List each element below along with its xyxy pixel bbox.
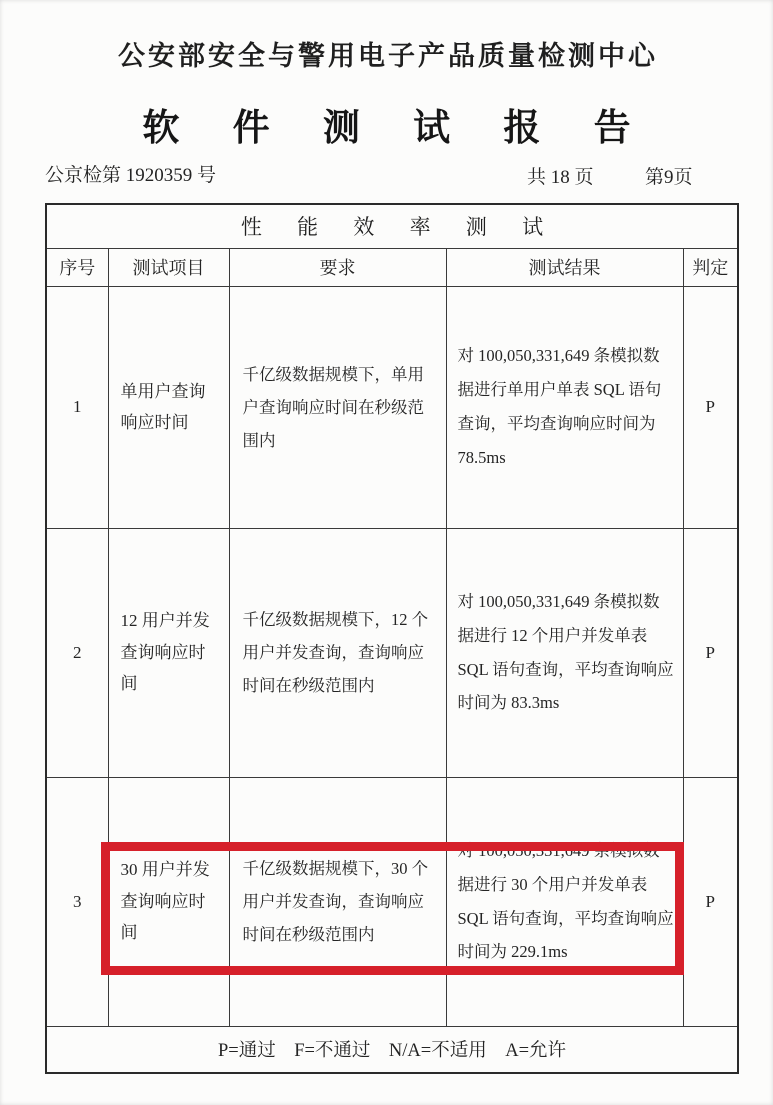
- cell-seq: 2: [46, 528, 108, 777]
- cell-item: 30 用户并发查询响应时间: [108, 777, 229, 1026]
- table-row: [46, 528, 738, 777]
- cell-seq: 3: [46, 777, 108, 1026]
- report-title: 软 件 测 试 报 告: [142, 108, 653, 149]
- cell-item: 单用户查询 响应时间: [108, 286, 229, 528]
- current-page: 第9页: [645, 167, 693, 188]
- column-header-requirement: 要求: [229, 248, 446, 286]
- legend-row: [46, 1026, 738, 1073]
- table-row-highlighted: [46, 777, 738, 1026]
- table-section-row: [46, 204, 738, 248]
- cell-result: 对 100,050,331,649 条模拟数据进行 12 个用户并发单表 SQL 语句查询，平均查询响应时间为 83.3ms: [446, 528, 683, 777]
- cell-requirement: 千亿级数据规模下，12 个用户并发查询，查询响应时间在秒级范围内: [229, 528, 446, 777]
- cell-verdict: P: [683, 528, 738, 777]
- column-header-verdict: 判定: [683, 248, 738, 286]
- cell-verdict: P: [683, 777, 738, 1026]
- cell-requirement: 千亿级数据规模下，单用户查询响应时间在秒级范围内: [229, 286, 446, 528]
- test-results-table: [45, 203, 739, 1074]
- report-number: 公京检第 1920359 号: [45, 165, 217, 186]
- column-header-seq: 序号: [46, 248, 108, 286]
- column-header-result: 测试结果: [446, 248, 683, 286]
- table-header-row: [46, 248, 738, 286]
- section-title: 性 能 效 率 测 试: [46, 204, 738, 248]
- cell-requirement: 千亿级数据规模下，30 个用户并发查询，查询响应时间在秒级范围内: [229, 777, 446, 1026]
- table-row: [46, 286, 738, 528]
- verdict-legend: P=通过 F=不通过 N/A=不适用 A=允许: [46, 1026, 738, 1073]
- total-pages: 共 18 页: [527, 167, 594, 188]
- column-header-item: 测试项目: [108, 248, 229, 286]
- cell-seq: 1: [46, 286, 108, 528]
- cell-verdict: P: [683, 286, 738, 528]
- org-name: 公安部安全与警用电子产品质量检测中心: [118, 41, 658, 71]
- cell-result: 对 100,050,331,649 条模拟数据进行单用户单表 SQL 语句查询，平均查询响应时间为 78.5ms: [446, 286, 683, 528]
- cell-result: 对 100,050,331,649 条模拟数据进行 30 个用户并发单表 SQL 语句查询，平均查询响应时间为 229.1ms: [446, 777, 683, 1026]
- cell-item: 12 用户并发查询响应时间: [108, 528, 229, 777]
